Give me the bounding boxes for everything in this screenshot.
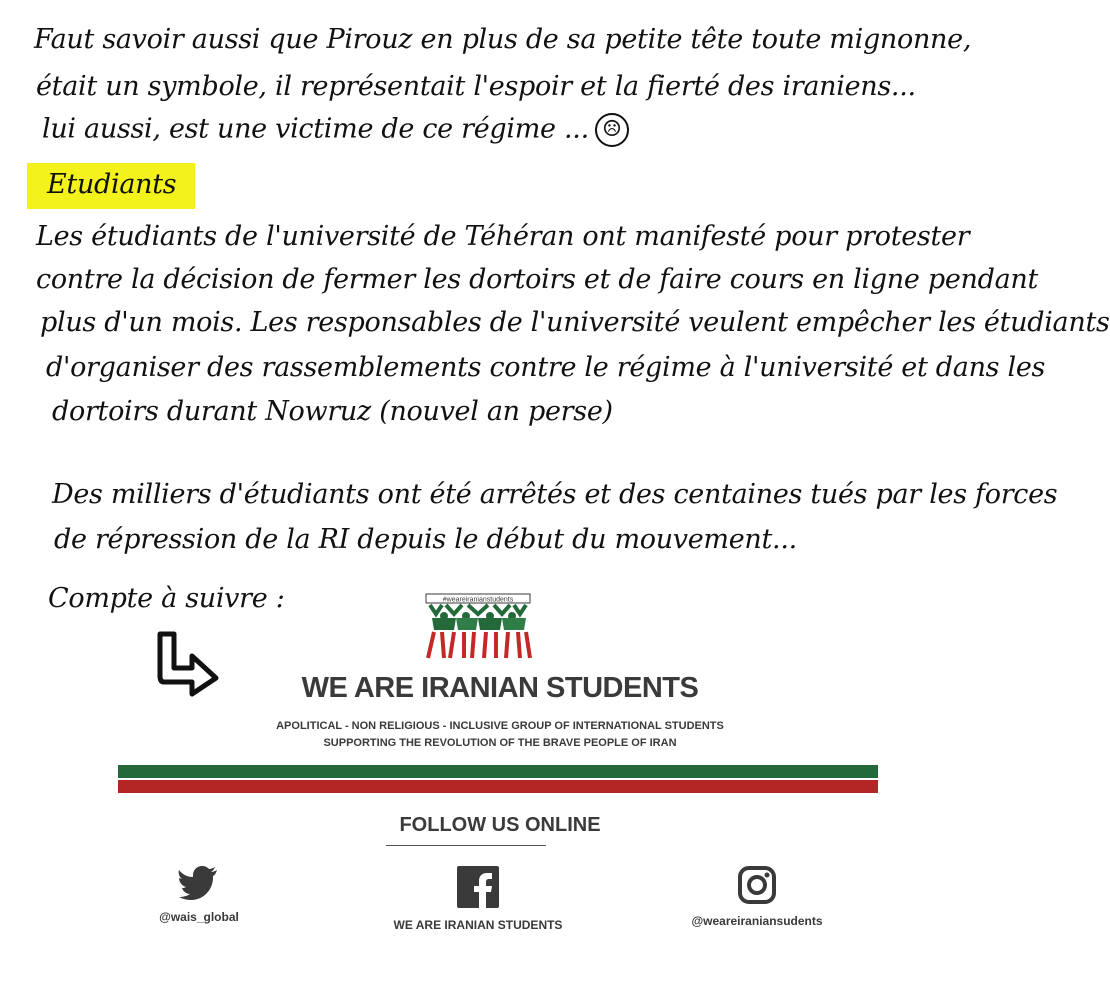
paragraph1-line-1: Les étudiants de l'université de Téhéran ont manifesté pour protester: [36, 221, 970, 252]
to-follow-label: Compte à suivre :: [48, 583, 285, 614]
flag-band-green: [118, 765, 878, 778]
follow-underline: [386, 845, 546, 846]
paragraph2-line-2: de répression de la RI depuis le début du mouvement...: [54, 524, 797, 555]
paragraph2-line-1: Des milliers d'étudiants ont été arrêtés et des centaines tués par les forces: [52, 479, 1058, 510]
facebook-icon: [457, 866, 499, 908]
intro-line-1: Faut savoir aussi que Pirouz en plus de sa petite tête toute mignonne,: [34, 24, 972, 55]
paragraph1-line-5: dortoirs durant Nowruz (nouvel an perse): [52, 396, 613, 427]
intro-line-3: [42, 113, 629, 147]
follow-heading: FOLLOW US ONLINE: [399, 814, 601, 836]
wais-logo: [424, 592, 534, 664]
logo-caption: #weareiranianstudents: [442, 596, 514, 604]
org-tagline-2: SUPPORTING THE REVOLUTION OF THE BRAVE PEOPLE OF IRAN: [323, 737, 677, 749]
instagram-handle: @weareiraniansudents: [691, 914, 823, 928]
paragraph1-line-3: plus d'un mois. Les responsables de l'université veulent empêcher les étudiants: [40, 307, 1110, 338]
intro-line-2: était un symbole, il représentait l'espoir et la fierté des iraniens...: [36, 71, 916, 102]
twitter-link[interactable]: [89, 866, 309, 924]
facebook-link[interactable]: [368, 866, 588, 932]
instagram-link[interactable]: [647, 866, 867, 928]
org-title: WE ARE IRANIAN STUDENTS: [301, 672, 699, 704]
section-heading-highlight: [27, 163, 195, 209]
flag-band-red: [118, 780, 878, 793]
twitter-bird-icon: [179, 866, 219, 900]
paragraph1-line-2: contre la décision de fermer les dortoirs et de faire cours en ligne pendant: [36, 264, 1039, 295]
paragraph1-line-4: d'organiser des rassemblements contre le régime à l'université et dans les: [46, 352, 1046, 383]
twitter-handle: @wais_global: [159, 910, 239, 924]
intro-line-3-text: lui aussi, est une victime de ce régime ...: [42, 113, 589, 145]
sad-face-icon: ☹: [595, 113, 629, 147]
facebook-name: WE ARE IRANIAN STUDENTS: [393, 918, 563, 932]
org-tagline-1: APOLITICAL - NON RELIGIOUS - INCLUSIVE GROUP OF INTERNATIONAL STUDENTS: [276, 720, 724, 732]
instagram-icon: [738, 866, 776, 904]
section-heading: Etudiants: [47, 169, 177, 200]
